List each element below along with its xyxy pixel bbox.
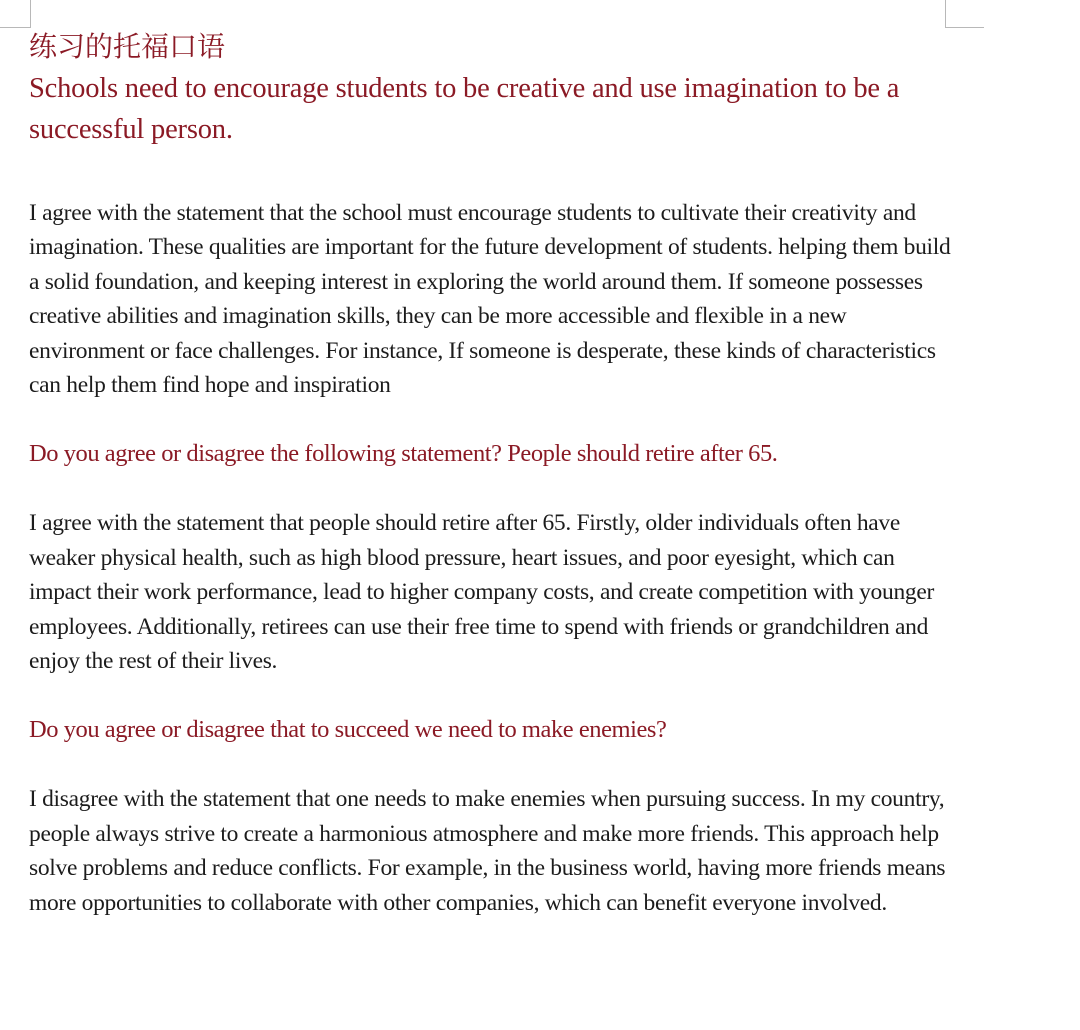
topic-1-title: Schools need to encourage students to be creative and use imagination to be a successful person. [29, 73, 900, 145]
document-body [29, 26, 954, 920]
document-heading-cn: 练习的托福口语 [29, 30, 226, 63]
page-corner-mark-left [0, 0, 31, 28]
topic-2-answer: I agree with the statement that people should retire after 65. Firstly, older individuals often have weaker physical health, such as high blood pressure, heart issues, and poor eyesight, which can impact their work performance, lead to higher company costs, and create competition with younger employees. Additionally, retirees can use their free time to spend with friends or grandchildren and enjoy the rest of their lives. [29, 510, 935, 675]
topic-2-question: Do you agree or disagree the following statement? People should retire after 65. [29, 440, 778, 468]
topic-3-answer: I disagree with the statement that one needs to make enemies when pursuing success. In my country, people always strive to create a harmonious atmosphere and make more friends. This approach help solve problems and reduce conflicts. For example, in the business world, having more friends means more opportunities to collaborate with other companies, which can benefit everyone involved. [29, 786, 946, 916]
page-corner-mark-right [945, 0, 984, 28]
topic-3-question: Do you agree or disagree that to succeed we need to make enemies? [29, 716, 667, 744]
topic-1-answer: I agree with the statement that the school must encourage students to cultivate their creativity and imagination. These qualities are important for the future development of students. helping them build a solid foundation, and keeping interest in exploring the world around them. If someone possesses creative abilities and imagination skills, they can be more accessible and flexible in a new environment or face challenges. For instance, If someone is desperate, these kinds of characteristics can help them find hope and inspiration [29, 200, 951, 399]
